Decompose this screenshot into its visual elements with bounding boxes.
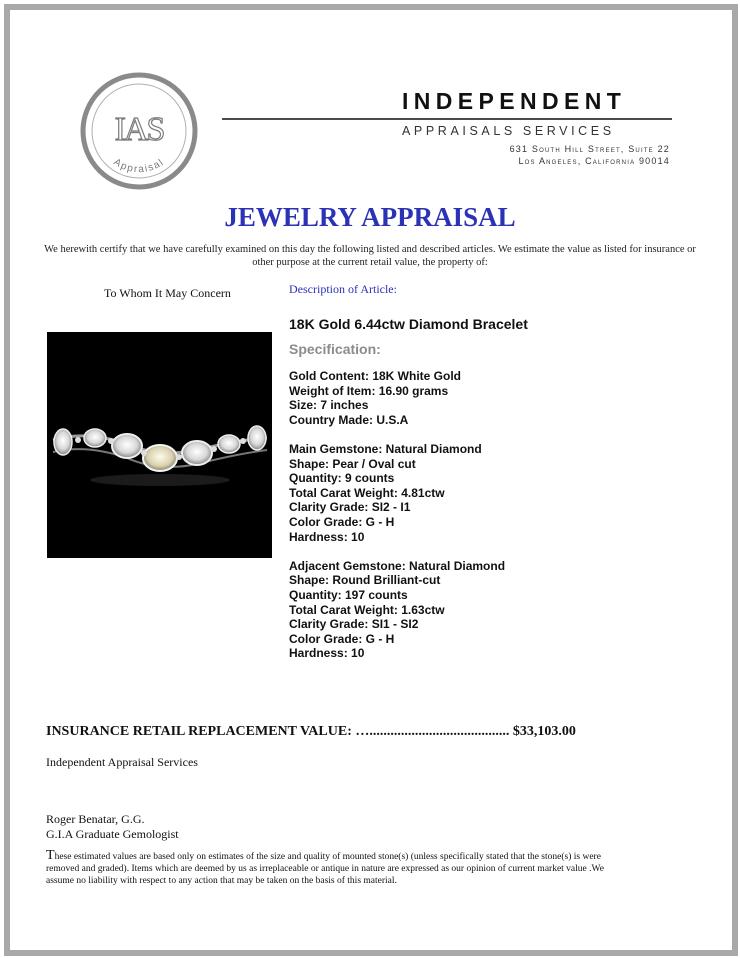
logo-ring-text: Appraisal bbox=[111, 156, 167, 176]
address-line-1: 631 South Hill Street, Suite 22 bbox=[509, 144, 670, 154]
spec-line: Main Gemstone: Natural Diamond bbox=[289, 441, 482, 456]
signature-block bbox=[46, 812, 179, 842]
bracelet-photo bbox=[47, 332, 272, 558]
specification-list bbox=[289, 369, 619, 675]
description-label: Description of Article: bbox=[289, 282, 397, 296]
page-title: JEWELRY APPRAISAL bbox=[224, 202, 516, 232]
ias-logo-icon bbox=[80, 72, 198, 190]
disclaimer-text: hese estimated values are based only on estimates of the size and quality of mounted stone(s) (unless specifically stated that the stone(s) is were removed and graded). Items which are deemed by us as irreplaceable or antique in nature are expressed as our opinion of current market value .We assume no liability with respect to any action that may be taken on the basis of this material. bbox=[46, 852, 604, 886]
spec-line: Total Carat Weight: 1.63ctw bbox=[289, 602, 445, 617]
spec-line: Hardness: 10 bbox=[289, 529, 365, 544]
spec-line: Color Grade: G - H bbox=[289, 631, 395, 646]
spec-line: Total Carat Weight: 4.81ctw bbox=[289, 485, 445, 500]
svg-text:Appraisal bbox=[112, 157, 167, 176]
spec-group bbox=[289, 559, 619, 661]
spec-line: Gold Content: 18K White Gold bbox=[289, 369, 461, 383]
disclaimer bbox=[46, 850, 606, 887]
article-title: 18K Gold 6.44ctw Diamond Bracelet bbox=[289, 316, 528, 332]
header-divider bbox=[222, 118, 672, 120]
spec-line: Shape: Pear / Oval cut bbox=[289, 456, 416, 471]
spec-line: Quantity: 9 counts bbox=[289, 471, 395, 486]
logo-monogram: IAS bbox=[114, 111, 164, 148]
company-subtitle: APPRAISALS SERVICES bbox=[402, 124, 615, 138]
spec-line: Adjacent Gemstone: Natural Diamond bbox=[289, 558, 506, 573]
recipient: To Whom It May Concern bbox=[104, 286, 231, 300]
spec-line: Hardness: 10 bbox=[289, 646, 365, 661]
spec-line: Size: 7 inches bbox=[289, 398, 369, 413]
company-footer: Independent Appraisal Services bbox=[46, 755, 198, 769]
spec-group bbox=[289, 369, 619, 427]
address-line-2: Los Angeles, California 90014 bbox=[518, 156, 670, 166]
signer-title: G.I.A Graduate Gemologist bbox=[46, 827, 179, 841]
spec-line: Country Made: U.S.A bbox=[289, 412, 409, 427]
spec-line: Shape: Round Brilliant-cut bbox=[289, 573, 441, 588]
intro-paragraph: We herewith certify that we have carefully examined on this day the following listed and described articles. We estimate the value as listed for insurance or other purpose at the current retail value, the property of: bbox=[44, 244, 696, 268]
spec-line: Clarity Grade: SI2 - I1 bbox=[289, 500, 411, 515]
spec-line: Weight of Item: 16.90 grams bbox=[289, 383, 449, 398]
signer-name: Roger Benatar, G.G. bbox=[46, 812, 145, 826]
company-name: INDEPENDENT bbox=[402, 88, 627, 114]
insurance-value-line: INSURANCE RETAIL REPLACEMENT VALUE: …........................................ $33,103.00 bbox=[46, 724, 576, 739]
specification-label: Specification: bbox=[289, 341, 381, 357]
spec-line: Color Grade: G - H bbox=[289, 514, 395, 529]
spec-group bbox=[289, 442, 619, 544]
disclaimer-drop-letter: T bbox=[46, 848, 55, 863]
spec-line: Quantity: 197 counts bbox=[289, 587, 408, 602]
spec-line: Clarity Grade: SI1 - SI2 bbox=[289, 617, 419, 632]
